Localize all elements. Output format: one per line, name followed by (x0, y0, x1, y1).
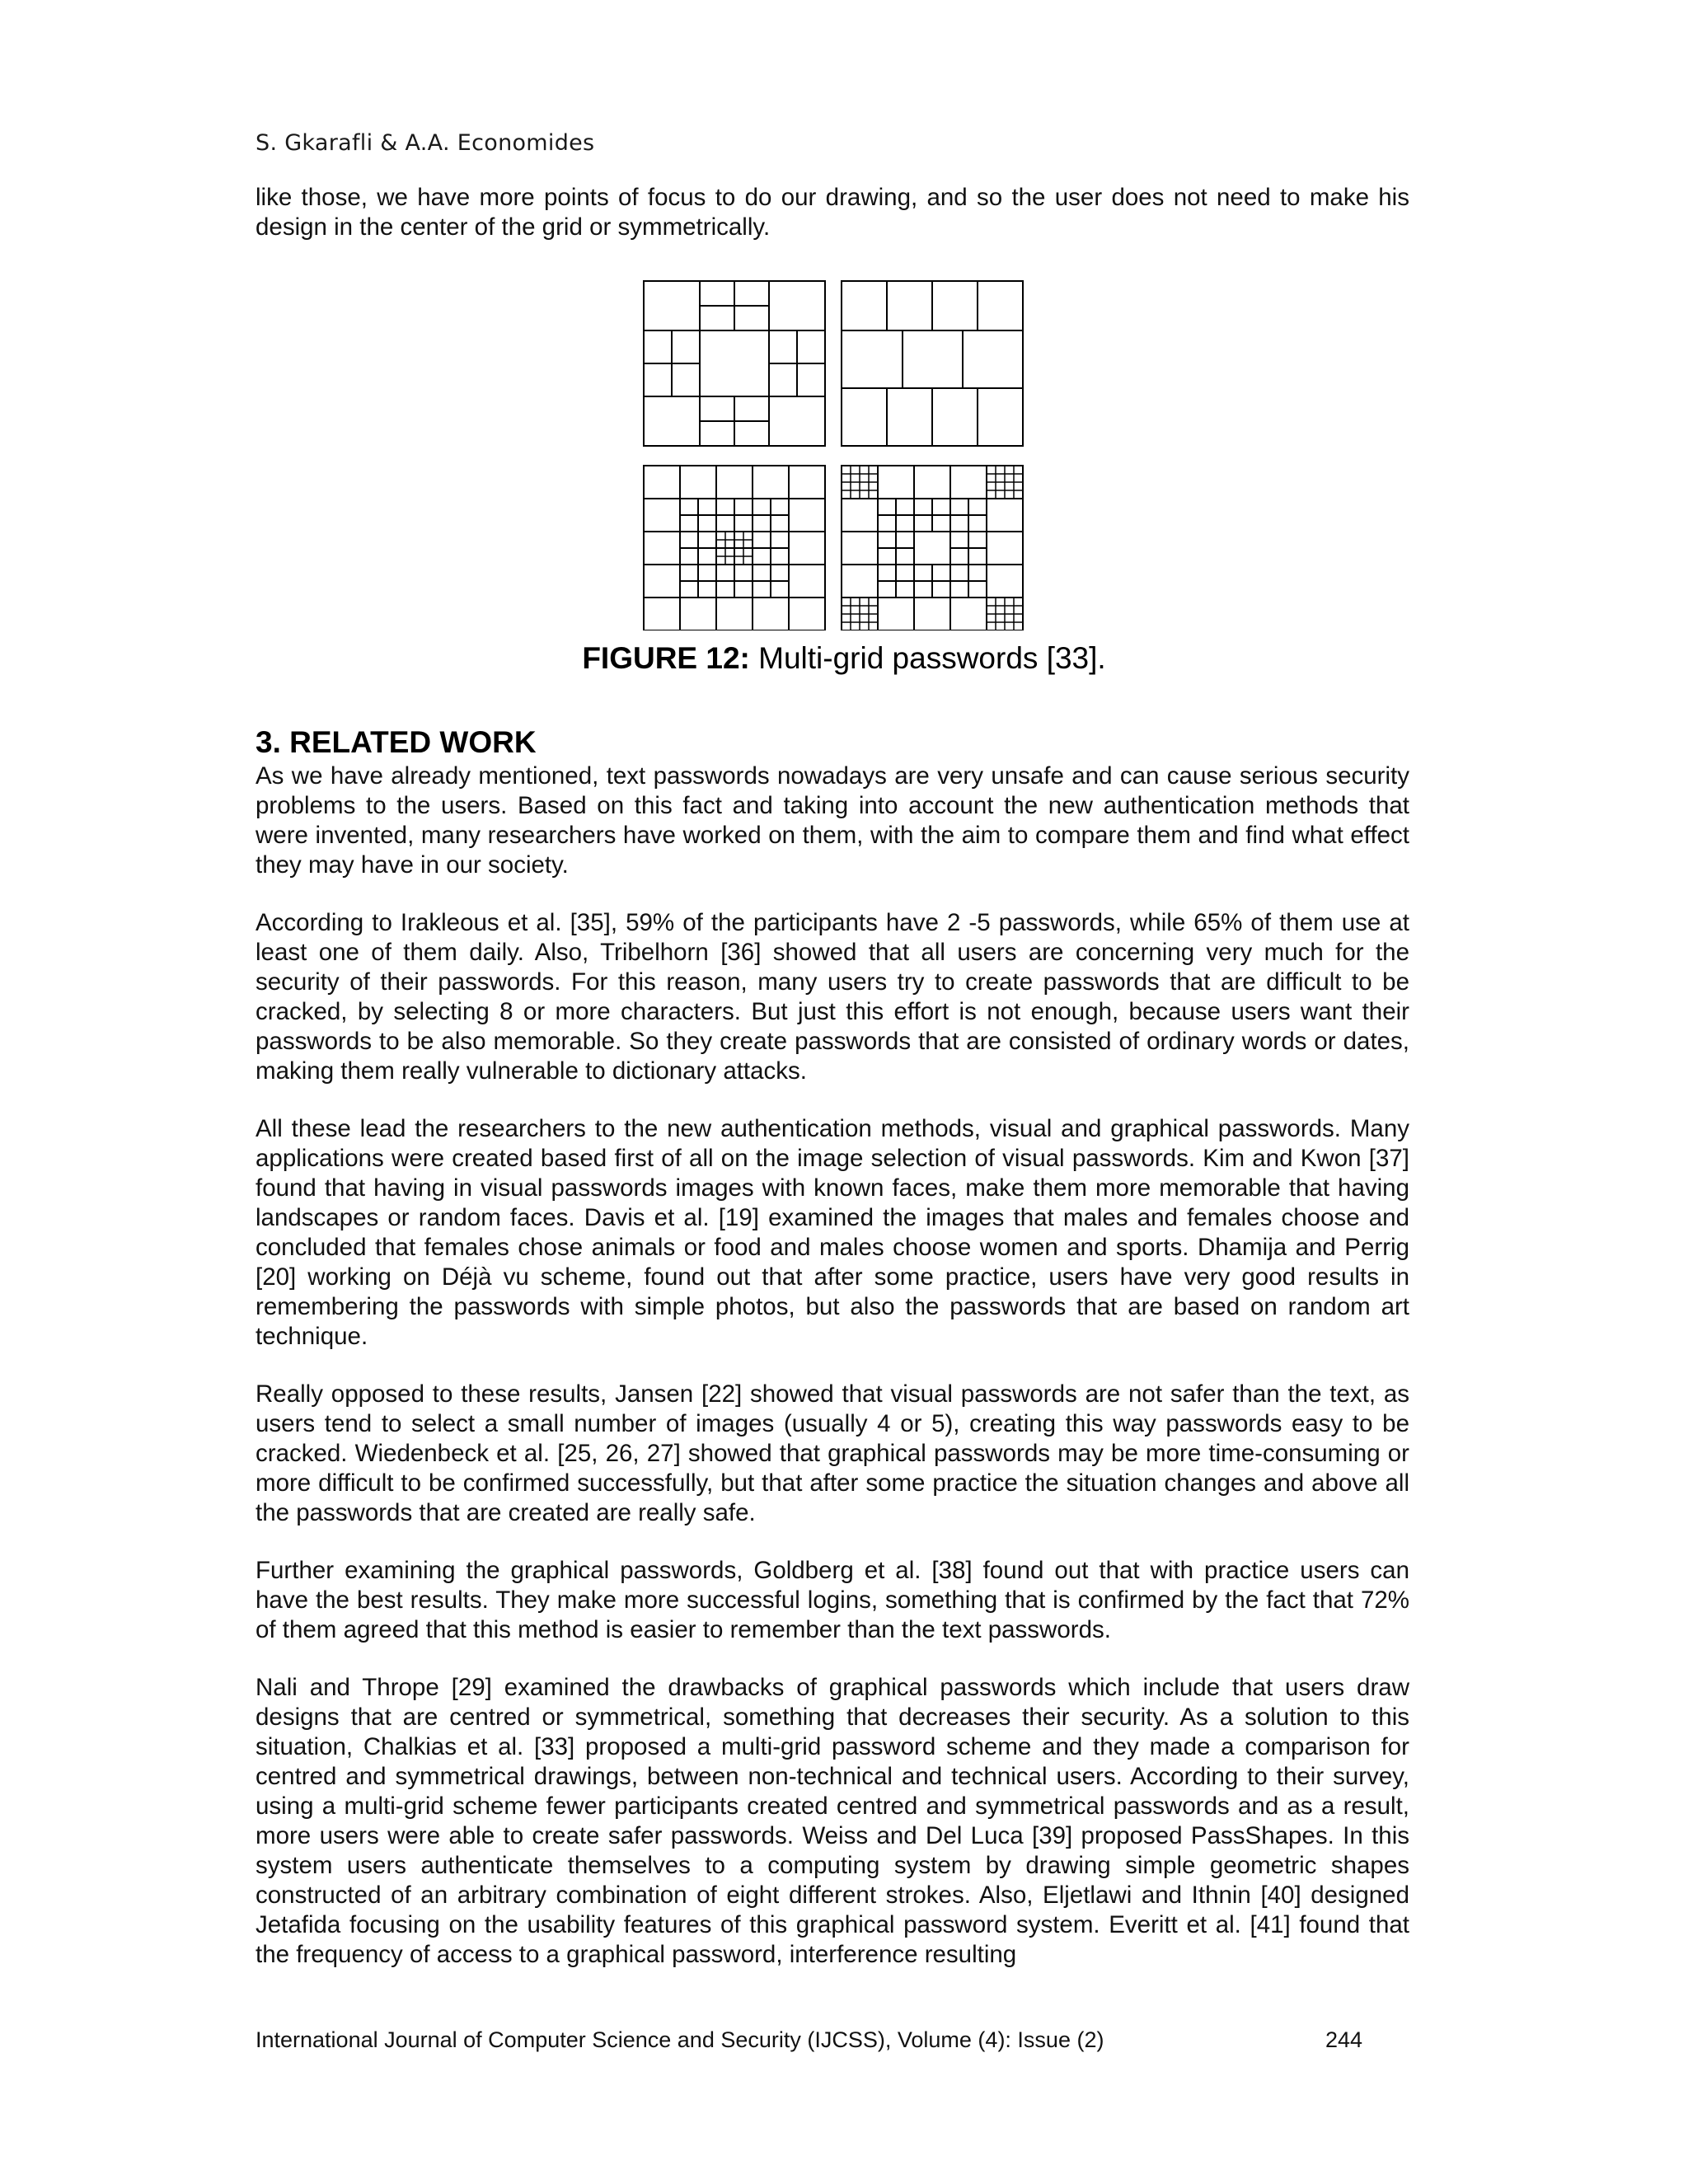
multi-grid-figure (639, 276, 1034, 630)
running-header-authors: S. Gkarafli & A.A. Economides (256, 130, 595, 156)
grid-bottom-left (644, 466, 825, 630)
body-paragraph-4: Really opposed to these results, Jansen [22] showed that visual passwords are not safer than the text, as users tend to select a small number of images (usually 4 or 5), creating this way passwords easy to be cracked. Wiedenbeck et al. [25, 26, 27] showed that graphical passwords may be more time-consuming or more difficult to be confirmed successfully, but that after some practice the situation changes and above all the passwords that are created are really safe. (256, 1380, 1409, 1526)
body-paragraph-2: According to Irakleous et al. [35], 59% of the participants have 2 -5 passwords, while 65% of them use at least one of them daily. Also, Tribelhorn [36] showed that all users are concerning very much for the security of their passwords. For this reason, many users try to create passwords that are difficult to be cracked, by selecting 8 or more characters. But just this effort is not enough, because users want their passwords to be also memorable. So they create passwords that are consisted of ordinary words or dates, making them really vulnerable to dictionary attacks. (256, 909, 1409, 1085)
figure-caption-text: Multi-grid passwords [33]. (758, 641, 1106, 675)
figure-label: FIGURE 12: (582, 641, 750, 675)
intro-paragraph: like those, we have more points of focus to do our drawing, and so the user does not need to make his design in the center of the grid or symmetrically. (256, 184, 1409, 241)
footer-page-number: 244 (1325, 2027, 1363, 2052)
grid-bottom-right-corners (842, 466, 1023, 630)
figure-caption (0, 641, 1688, 676)
section-heading: 3. RELATED WORK (256, 725, 537, 759)
body-paragraph-3: All these lead the researchers to the new authentication methods, visual and graphical passwords. Many applications were created based first of all on the image selection of visual passwords. Kim and Kwon [37] found that having in visual passwords images with known faces, make them more memorable that having landscapes or random faces. Davis et al. [19] examined the images that males and females choose and concluded that females chose animals or food and males choose women and sports. Dhamija and Perrig [20] working on Déjà vu scheme, found out that after some practice, users have very good results in remembering the passwords with simple photos, but also the passwords that are based on random art technique. (256, 1115, 1409, 1350)
body-paragraph-1: As we have already mentioned, text passwords nowadays are very unsafe and can cause serious security problems to the users. Based on this fact and taking into account the new authentication methods that were invented, many researchers have worked on them, with the aim to compare them and find what effect they may have in our society. (256, 762, 1409, 879)
body-paragraph-5: Further examining the graphical passwords, Goldberg et al. [38] found out that with practice users can have the best results. They make more successful logins, something that is confirmed by the fact that 72% of them agreed that this method is easier to remember than the text passwords. (256, 1557, 1409, 1643)
footer-journal: International Journal of Computer Science and Security (IJCSS), Volume (4): Issue (2) (256, 2027, 1104, 2052)
grid-top-left (644, 281, 825, 446)
grid-top-right (842, 281, 1023, 446)
body-paragraph-6: Nali and Thrope [29] examined the drawbacks of graphical passwords which include that users draw designs that are centred or symmetrical, something that decreases their security. As a solution to this situation, Chalkias et al. [33] proposed a multi-grid password scheme and they made a comparison for centred and symmetrical drawings, between non-technical and technical users. According to their survey, using a multi-grid scheme fewer participants created centred and symmetrical passwords and as a result, more users were able to create safer passwords. Weiss and Del Luca [39] proposed PassShapes. In this system users authenticate themselves to a computing system by drawing simple geometric shapes constructed of an arbitrary combination of eight different strokes. Also, Eljetlawi and Ithnin [40] designed Jetafida focusing on the usability features of this graphical password system. Everitt et al. [41] found that the frequency of access to a graphical password, interference resulting (256, 1674, 1409, 1968)
